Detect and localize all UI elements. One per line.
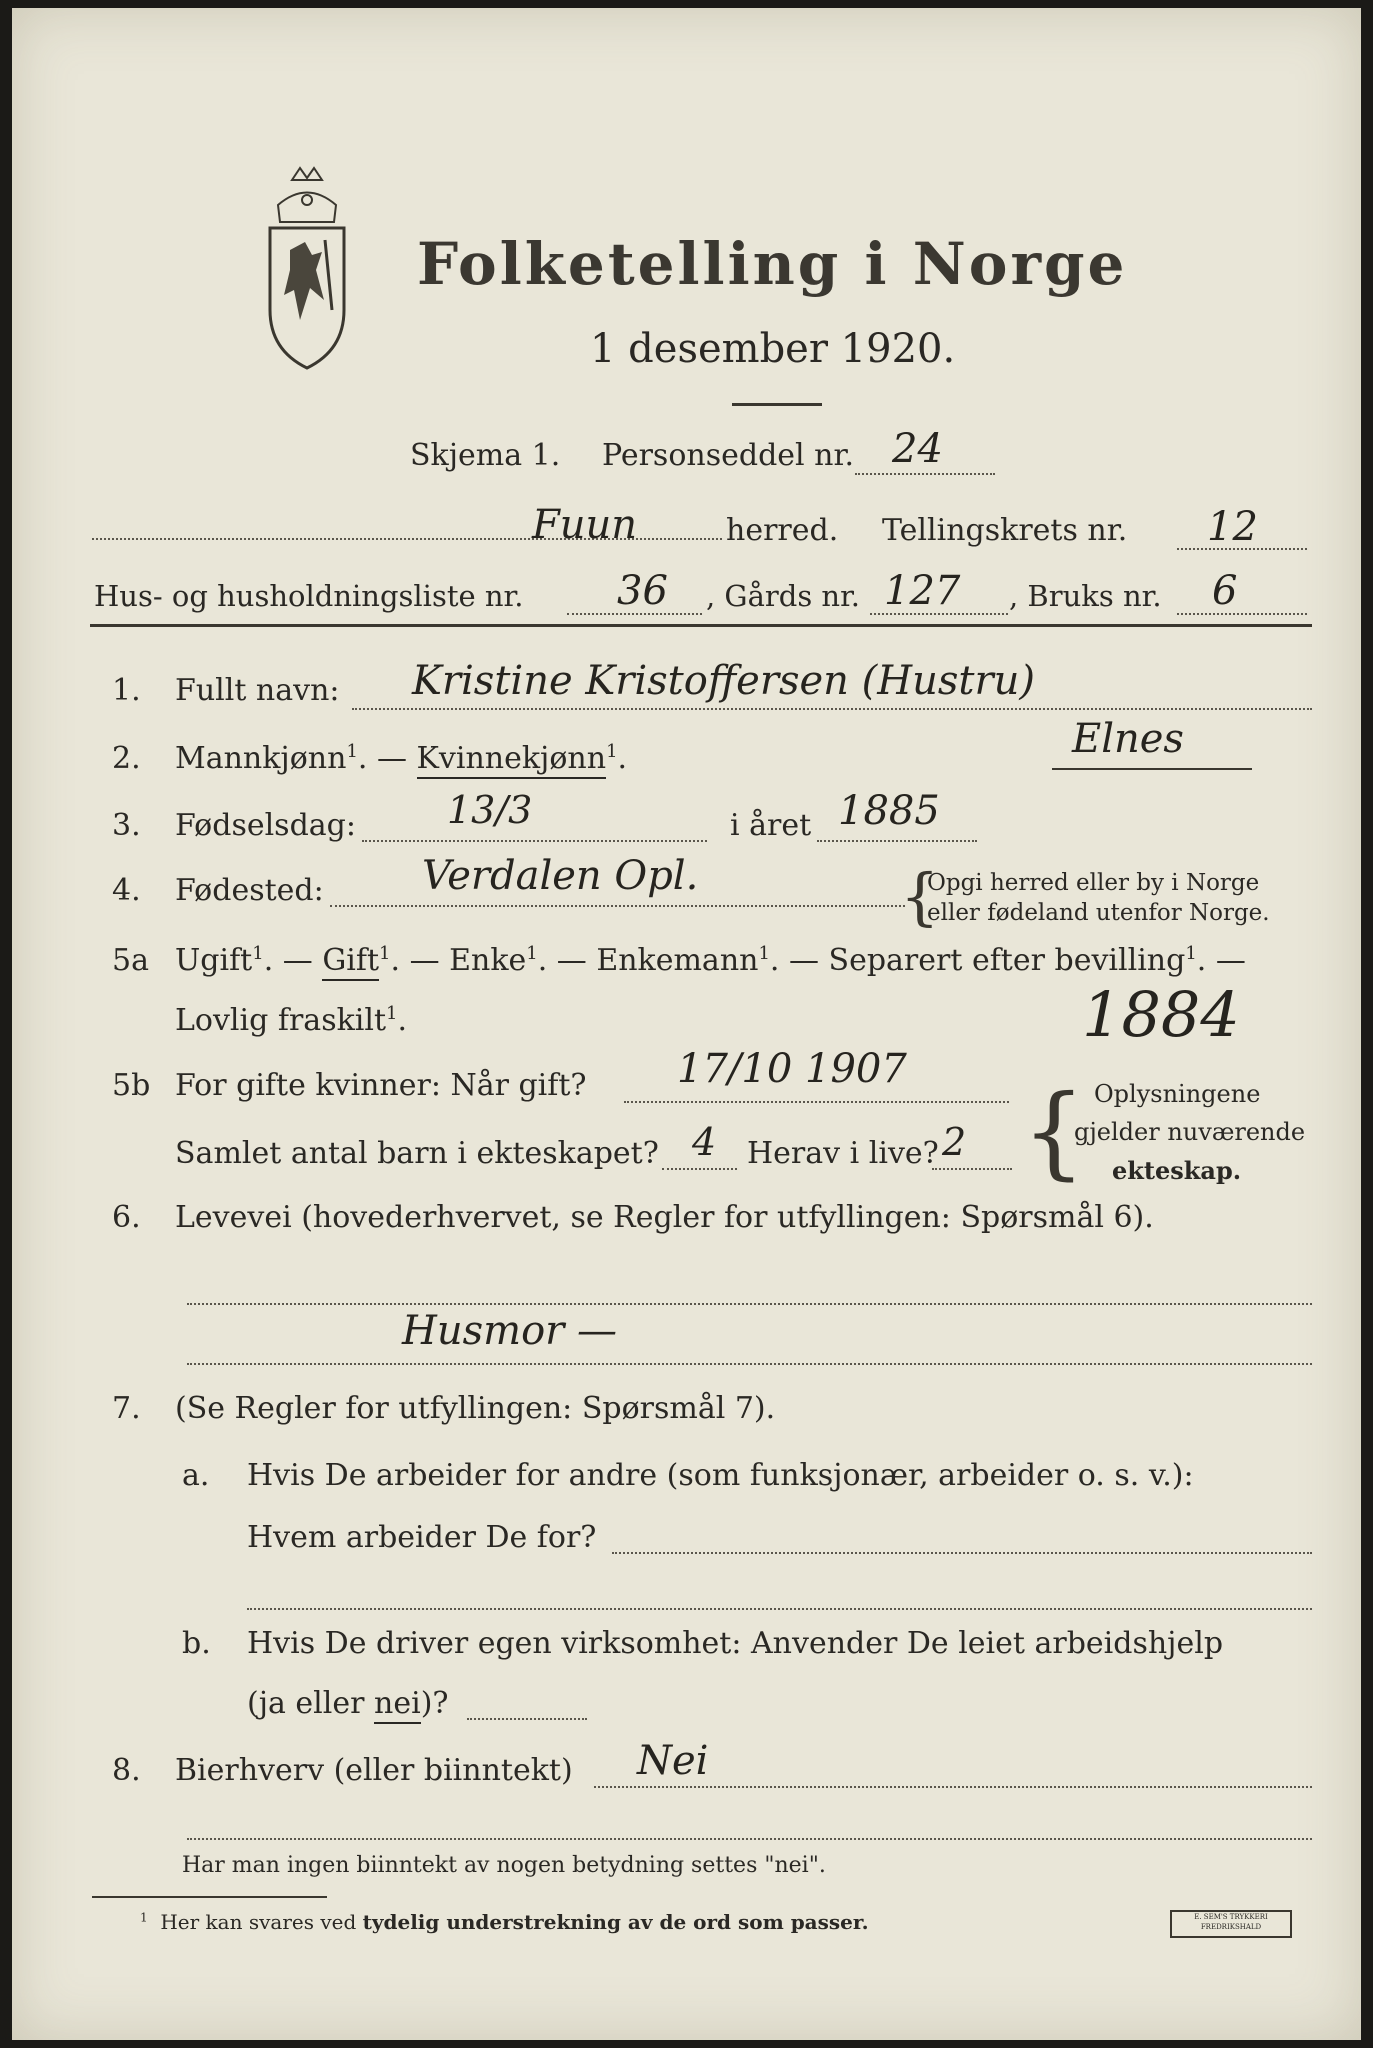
q5b-note-line1: Oplysningene [1094,1080,1261,1108]
footer-rule [92,1896,327,1898]
q2-male-option[interactable]: Mannkjønn [175,741,347,776]
bruks-value: 6 [1212,568,1238,614]
bruks-label: , Bruks nr. [1009,579,1162,613]
q3-value: 13/3 [447,788,533,832]
q1-label: Fullt navn: [175,673,340,708]
q5b-value2: 4 [692,1120,717,1164]
q7a-dotline2 [247,1608,1312,1610]
q1-number: 1. [112,673,141,708]
q1-value-2: Elnes [1072,716,1184,762]
q5a-number: 5a [112,943,149,978]
q3-dotline [362,840,707,842]
q1-value2-underline [1052,768,1252,770]
q5a-ugift-option[interactable]: Ugift [175,943,253,978]
title-divider [732,403,822,406]
q5a-line2: Lovlig fraskilt$^1$. [175,1003,408,1038]
q4-number: 4. [112,873,141,908]
q4-note-brace: { [900,860,940,933]
personseddel-dotline [855,473,995,475]
q5b-note-line2: gjelder nuværende [1074,1118,1306,1146]
q8-number: 8. [112,1753,141,1788]
form-title: Folketelling i Norge [417,230,1128,298]
q4-dotline [330,905,905,907]
q5b-value3: 2 [942,1120,967,1164]
footnote: $^1$ Her kan svares ved tydelig understrekning av de ord som passer. [140,1910,869,1934]
q3-number: 3. [112,808,141,843]
q7a-label2: Hvem arbeider De for? [247,1520,597,1555]
q8-dotline2 [187,1838,1312,1840]
census-form-page [12,8,1361,2040]
q5b-label: For gifte kvinner: Når gift? [175,1068,587,1103]
personseddel-value: 24 [892,426,943,472]
q7a-label: Hvis De arbeider for andre (som funksjonær, arbeider o. s. v.): [247,1458,1194,1493]
q7b-dotline [467,1718,587,1720]
q7b-label2: (ja eller nei)? [247,1686,448,1721]
q1-value: Kristine Kristoffersen (Hustru) [412,658,1035,704]
q2-female-option[interactable]: Kvinnekjønn [417,741,607,779]
hus-value: 36 [617,568,668,614]
q5b-label2: Samlet antal barn i ekteskapet? [175,1136,659,1171]
q5b-label3: Herav i live? [747,1136,939,1171]
q3-year-value: 1885 [838,788,940,834]
q8-label: Bierhverv (eller biinntekt) [175,1753,573,1788]
q2-options: Mannkjønn$^1$. — Kvinnekjønn$^1$. [175,741,627,776]
q7b-label: Hvis De driver egen virksomhet: Anvender De leiet arbeidshjelp [247,1626,1224,1661]
norwegian-coat-of-arms-icon [250,160,365,375]
q7b-nei-option[interactable]: nei [374,1686,421,1724]
gards-value: 127 [884,568,961,614]
herred-value: Fuun [532,502,638,548]
tellingskrets-label: Tellingskrets nr. [882,513,1128,548]
q4-value: Verdalen Opl. [422,853,699,899]
gards-label: , Gårds nr. [706,579,860,613]
q5a-note-value: 1884 [1082,978,1240,1051]
q5a-fraskilt-option[interactable]: Lovlig fraskilt [175,1003,387,1038]
header-rule [90,624,1312,627]
q8-value: Nei [637,1738,709,1784]
q6-number: 6. [112,1200,141,1235]
q7b-number: b. [182,1626,211,1661]
bruks-dotline [1177,613,1307,615]
census-date: 1 desember 1920. [590,326,956,372]
q5b-number: 5b [112,1068,151,1103]
q6-value: Husmor — [402,1308,618,1354]
q5b-note-line3: ekteskap. [1112,1156,1242,1185]
q5b-dotline3 [932,1168,1012,1170]
q6-label: Levevei (hovederhvervet, se Regler for utfyllingen: Spørsmål 6). [175,1200,1154,1235]
q4-label: Fødested: [175,873,324,908]
q8-dotline [594,1786,1312,1788]
q6-dotline1 [187,1303,1312,1305]
q3-year-dotline [817,840,977,842]
q7-number: 7. [112,1391,141,1426]
tellingskrets-value: 12 [1207,504,1258,550]
footer-note: Har man ingen biinntekt av nogen betydning settes "nei". [182,1853,826,1878]
q7-label: (Se Regler for utfyllingen: Spørsmål 7). [175,1391,776,1426]
personseddel-label: Personseddel nr. [602,438,855,473]
q5b-dotline2 [662,1168,737,1170]
q5a-options: Ugift$^1$. — Gift$^1$. — Enke$^1$. — Enkemann$^1$. — Separert efter bevilling$^1$. — [175,943,1246,978]
q1-dotline [352,708,1312,710]
q7a-dotline1 [612,1552,1312,1554]
schema-label: Skjema 1. [410,438,561,473]
printer-stamp: E. SEM'S TRYKKERI FREDRIKSHALD [1170,1910,1292,1938]
q3-label: Fødselsdag: [175,808,356,843]
q5a-gift-option[interactable]: Gift [322,943,379,981]
herred-label: herred. [726,513,839,548]
q4-note-line1: Opgi herred eller by i Norge [927,870,1260,896]
q5b-note-brace: { [1022,1073,1086,1190]
q5b-value: 17/10 1907 [677,1046,907,1092]
q7a-number: a. [182,1458,210,1493]
q6-dotline2 [187,1363,1312,1365]
hus-label: Hus- og husholdningsliste nr. [94,579,524,613]
q4-note-line2: eller fødeland utenfor Norge. [927,900,1270,926]
q5b-dotline [624,1101,1009,1103]
q2-number: 2. [112,741,141,776]
q3-year-label: i året [730,808,812,843]
